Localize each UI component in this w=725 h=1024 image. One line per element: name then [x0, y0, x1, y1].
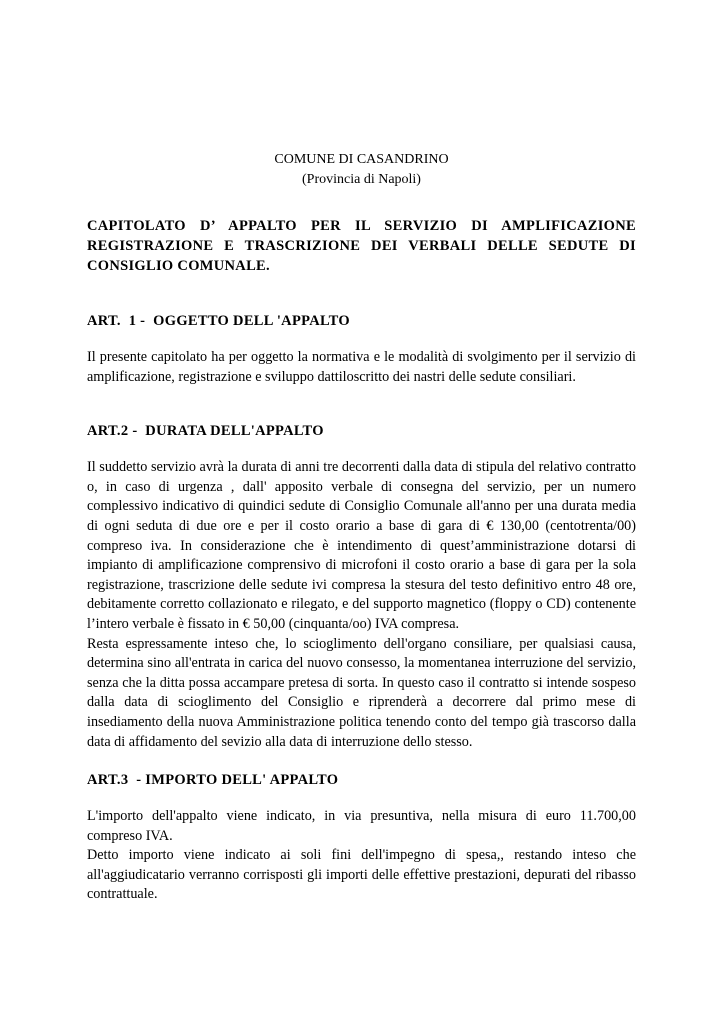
article-1-paragraph: Il presente capitolato ha per oggetto la normativa e le modalità di svolgimento per il servizio di amplificazione, registrazione e sviluppo dattiloscritto dei nastri delle sedute consiliari. — [87, 349, 636, 385]
document-title: CAPITOLATO D’ APPALTO PER IL SERVIZIO DI AMPLIFICAZIONE REGISTRAZIONE E TRASCRIZIONE DEI VERBALI DELLE SEDUTE DI CONSIGLIO COMUNALE. — [87, 218, 636, 274]
article-2-paragraph-2: Resta espressamente inteso che, lo scioglimento dell'organo consiliare, per qualsiasi causa, determina sino all'entrata in carica del nuovo consesso, la momentanea interruzione del servizio, senza che la ditta possa accampare pretesa di sorta. In questo caso il contratto si intende sospeso dalla data di scioglimento del Consiglio e riprenderà a decorrere dal primo mese di insediamento della nuova Amministrazione politica tenendo conto del tempo già trascorso dalla data di affidamento del sevizio alla data di interruzione dello stesso. — [87, 635, 636, 750]
municipality-name: COMUNE DI CASANDRINO — [274, 152, 449, 167]
document-header — [87, 150, 636, 190]
article-3-paragraph-1: L'importo dell'appalto viene indicato, in via presuntiva, nella misura di euro 11.700,00 compreso IVA. — [87, 808, 636, 844]
article-3-heading: ART.3 - IMPORTO DELL' APPALTO — [87, 772, 339, 789]
article-1-heading: ART. 1 - OGGETTO DELL 'APPALTO — [87, 313, 350, 329]
article-3-paragraph-2: Detto importo viene indicato ai soli fini dell'impegno di spesa,, restando inteso che all'aggiudicatario verranno corrisposti gli importi delle effettive prestazioni, depurati del ribasso contrattuale. — [87, 847, 636, 903]
article-2-heading: ART.2 - DURATA DELL'APPALTO — [87, 423, 324, 440]
article-2-paragraph-1: Il suddetto servizio avrà la durata di anni tre decorrenti dalla data di stipula del relativo contratto o, in caso di urgenza , dall' apposito verbale di consegna del servizio, per un numero complessivo indicativo di quindici sedute di Consiglio Comunale all'anno per una durata media di ogni seduta di due ore e per il costo orario a base di gara di € 130,00 (centotrenta/00) compreso iva. In considerazione che è intendimento di quest’amministrazione dotarsi di impianto di amplificazione comprensivo di microfoni il costo orario a base di gara per la sola registrazione, trascrizione delle sedute ivi compresa la stesura del testo definitivo entro 48 ore, debitamente corretto collazionato e rilegato, e del supporto magnetico (floppy o CD) contenente l’intero verbale è fissato in € 50,00 (cinquanta/oo) IVA compresa. — [87, 459, 636, 632]
province-name: (Provincia di Napoli) — [302, 172, 421, 187]
document-content — [87, 150, 636, 905]
